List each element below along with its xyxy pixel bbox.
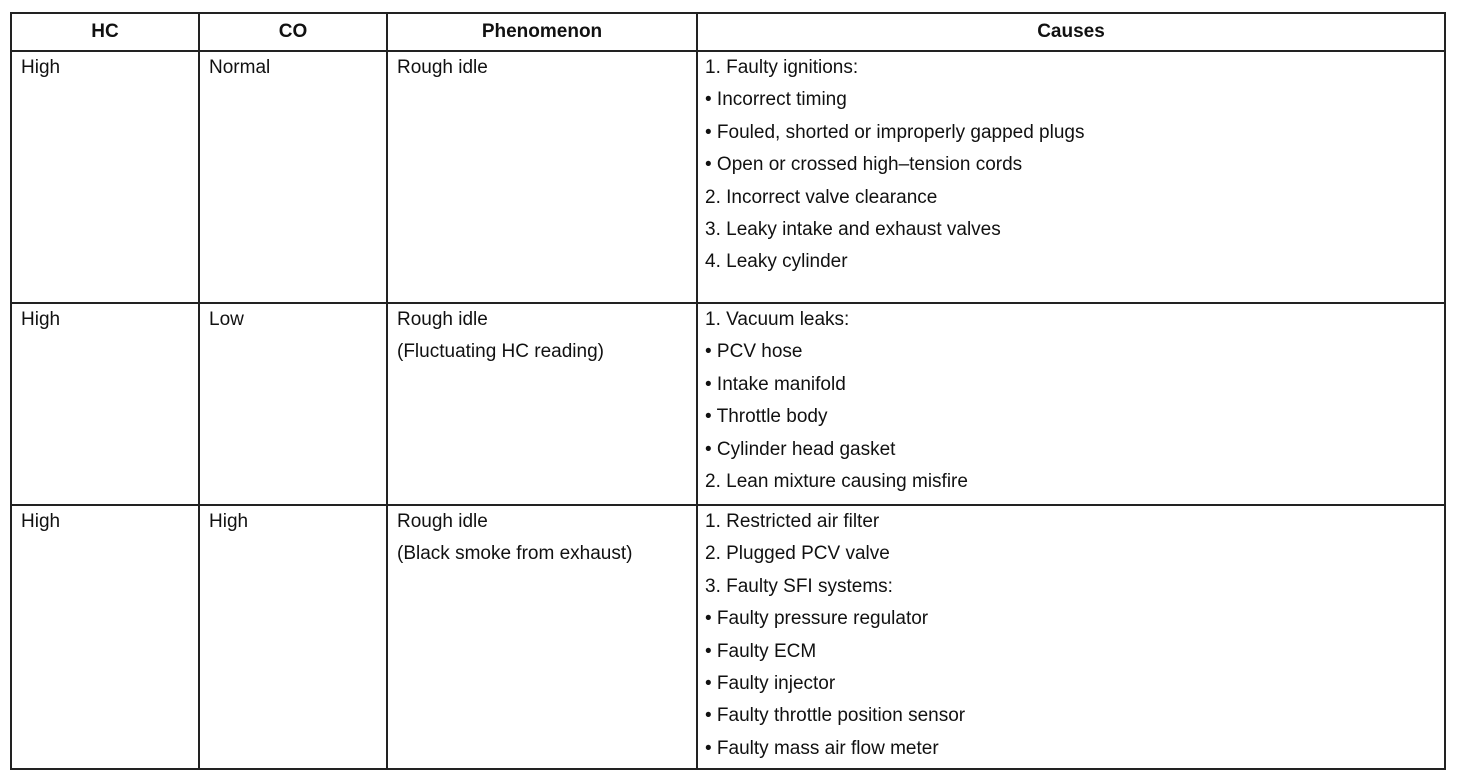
table-row [11,505,1445,769]
hc-cell: High [11,505,199,769]
causes-cell [697,51,1445,303]
hc-cell: High [11,303,199,505]
phenomenon-line: Rough idle [397,57,488,78]
diagnosis-table [10,12,1446,770]
cause-line: • Throttle body [705,406,828,428]
phenomenon-cell [387,505,697,769]
phenomenon-cell [387,303,697,505]
cause-line: • Intake manifold [705,373,846,395]
header-hc: HC [11,13,199,51]
cause-line: • Cylinder head gasket [705,438,896,460]
header-causes: Causes [697,13,1445,51]
cause-line: 2. Lean mixture causing misfire [705,471,968,493]
cause-line: • Faulty pressure regulator [705,608,929,630]
phenomenon-cell [387,51,697,303]
cause-line: 1. Restricted air filter [705,511,880,532]
cause-line: 3. Faulty SFI systems: [705,575,893,597]
co-cell: Normal [199,51,387,303]
co-cell: Low [199,303,387,505]
cause-line: 3. Leaky intake and exhaust valves [705,219,1001,241]
cause-line: • PCV hose [705,341,803,363]
cause-line: 2. Incorrect valve clearance [705,186,938,208]
phenomenon-line: Rough idle [397,309,488,330]
cause-line: • Faulty ECM [705,640,817,662]
header-row [11,13,1445,51]
header-co: CO [199,13,387,51]
cause-line: 1. Faulty ignitions: [705,57,859,78]
phenomenon-line: Rough idle [397,511,488,532]
cause-line: • Faulty throttle position sensor [705,705,966,727]
cause-line: 4. Leaky cylinder [705,251,848,273]
cause-line: 2. Plugged PCV valve [705,543,890,565]
cause-line: • Faulty injector [705,673,836,695]
table-row [11,51,1445,303]
table-row [11,303,1445,505]
cause-line: • Open or crossed high–tension cords [705,154,1023,176]
hc-cell: High [11,51,199,303]
co-cell: High [199,505,387,769]
phenomenon-line: (Black smoke from exhaust) [397,543,633,565]
phenomenon-line: (Fluctuating HC reading) [397,341,604,363]
cause-line: • Incorrect timing [705,89,847,111]
cause-line: • Faulty mass air flow meter [705,737,939,759]
causes-cell [697,303,1445,505]
header-phenomenon: Phenomenon [387,13,697,51]
cause-line: • Fouled, shorted or improperly gapped plugs [705,121,1085,143]
causes-cell [697,505,1445,769]
cause-line: 1. Vacuum leaks: [705,309,850,330]
